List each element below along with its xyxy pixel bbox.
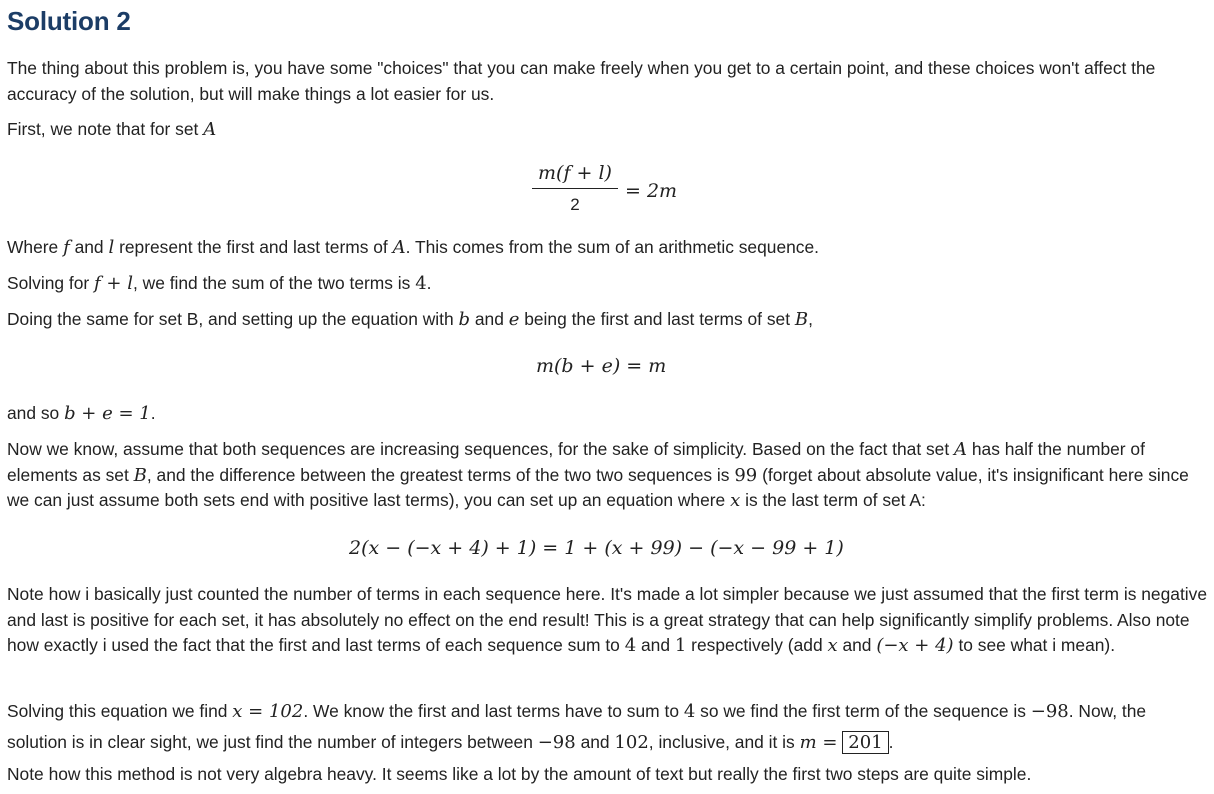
intro-text: The thing about this problem is, you have some "choices" that you can make freely when you get to a certain point, and these choices won't affect the accuracy of the solution, but will make things a lot easier for us.: [7, 58, 1156, 104]
set-b-paragraph: [7, 307, 1207, 333]
math-var: b: [458, 309, 471, 330]
text: being the first and last terms of set: [524, 309, 791, 329]
eq1-rhs: = 2m: [625, 180, 678, 202]
text: Doing the same for set B, and setting up the equation with: [7, 309, 454, 329]
math-var: x: [730, 490, 741, 512]
fraction-numerator: m(f + l): [538, 162, 612, 184]
fraction-bar: [532, 188, 618, 189]
math-var: l: [108, 237, 115, 258]
text: and: [842, 635, 872, 656]
math-var: A: [954, 439, 968, 460]
where-paragraph: [7, 235, 1207, 261]
intro-paragraph: [7, 56, 1207, 107]
math-var: f: [63, 237, 70, 258]
math-expr: b + e = 1: [64, 403, 151, 424]
text: .: [426, 273, 432, 293]
math-num: −98: [537, 732, 576, 753]
text: .: [888, 732, 894, 752]
text: represent the first and last terms of: [119, 237, 388, 257]
text: and: [474, 309, 504, 329]
text: Now we know, assume that both sequences are increasing sequences, for the sake of simplicity. Based on the fact that set: [7, 439, 950, 459]
math-num: 1: [674, 635, 687, 657]
text: (forget about absolute value, it's insignificant here since we can just assume both sets end with positive last terms), you can set up an equation where: [7, 464, 1189, 511]
solution-heading: Solution 2: [7, 6, 131, 36]
text: Solving for: [7, 273, 90, 293]
text: First, we note that for set: [7, 119, 199, 139]
solving-equation-paragraph: [7, 696, 1207, 758]
text: , and the difference between the greatest terms of the two two sequences is: [146, 464, 730, 485]
text: and: [74, 237, 104, 257]
text: respectively (add: [691, 635, 823, 656]
text: so we find the first term of the sequence is: [700, 701, 1026, 721]
text: Note how this method is not very algebra heavy. It seems like a lot by the amount of text but really the first two steps are quite simple.: [7, 764, 1032, 784]
text: , inclusive, and it is: [648, 732, 795, 752]
set-a-paragraph: [7, 117, 1207, 143]
math-var: B: [794, 309, 809, 330]
math-expr: x = 102: [232, 701, 304, 722]
text: to see what i mean).: [958, 635, 1116, 656]
now-we-know-paragraph: [7, 437, 1207, 514]
text: has half the number of elements as set: [7, 439, 1145, 485]
math-num: −98: [1030, 701, 1069, 722]
closing-paragraph: [7, 762, 1207, 788]
eq2: m(b + e) = m: [536, 355, 667, 377]
math-num: 4: [683, 701, 696, 722]
text: is the last term of set A:: [745, 490, 926, 511]
math-expr: m =: [799, 732, 838, 753]
math-expr: (−x + 4): [876, 635, 954, 657]
text: and so: [7, 403, 60, 423]
eq3: 2(x − (−x + 4) + 1) = 1 + (x + 99) − (−x − 99 + 1): [349, 537, 844, 559]
fraction-denominator: 2: [570, 195, 580, 214]
answer-box: 201: [842, 731, 888, 754]
text: Solving this equation we find: [7, 701, 228, 721]
text: ,: [808, 309, 813, 329]
text: and: [641, 635, 671, 656]
text: , we find the sum of the two terms is: [132, 273, 411, 293]
text: . We know the first and last terms have to sum to: [303, 701, 679, 721]
text: and: [580, 732, 610, 752]
sum-fraction: [532, 162, 618, 215]
math-var: A: [392, 237, 406, 258]
and-so-paragraph: [7, 401, 1207, 427]
note-paragraph: [7, 582, 1207, 659]
text: . Now, the solution is in clear sight, we just find the number of integers between: [7, 701, 1147, 752]
math-num: 4: [624, 635, 637, 657]
solving-paragraph: [7, 271, 1207, 297]
text: .: [150, 403, 156, 423]
math-expr: f + l: [94, 273, 133, 294]
math-num: 99: [734, 464, 758, 486]
math-var: A: [203, 119, 217, 140]
math-var: x: [827, 635, 838, 657]
math-var: e: [508, 309, 520, 330]
math-var: B: [133, 464, 147, 486]
math-num: 102: [614, 732, 649, 753]
text: Where: [7, 237, 59, 257]
text: Note how i basically just counted the number of terms in each sequence here. It's made a lot simpler because we just assumed that the first term is negative and last is positive for each set, it has absolutely no effect on the end result! This is a great strategy that can help significantly simplify problems. Also note how exactly i used the fact that the first and last terms of each sequence sum to: [7, 584, 1208, 656]
text: . This comes from the sum of an arithmetic sequence.: [405, 237, 819, 257]
math-num: 4: [415, 273, 427, 294]
